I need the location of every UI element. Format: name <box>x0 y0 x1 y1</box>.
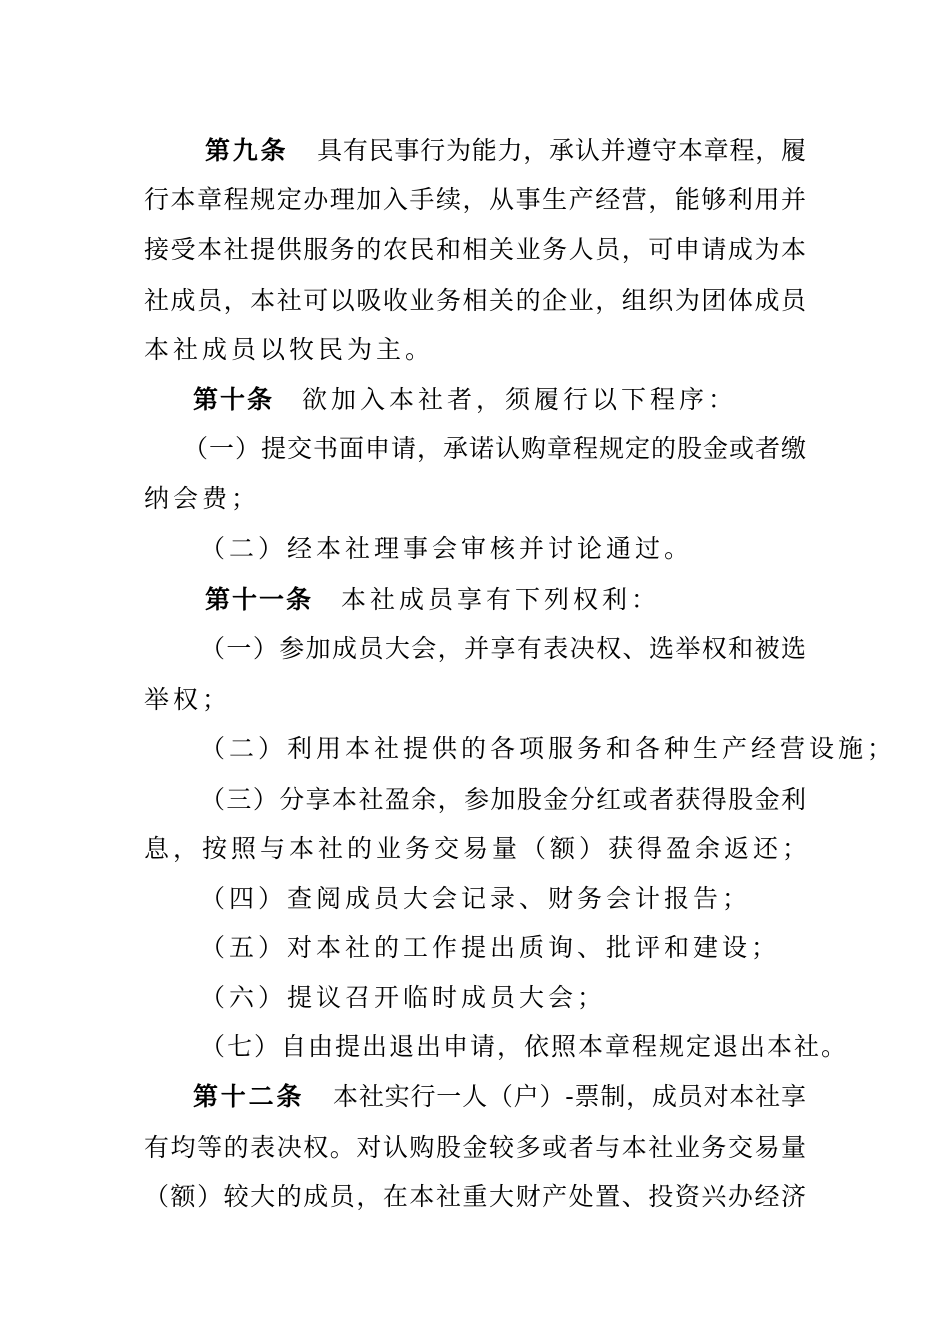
article9-line-1 <box>205 131 806 171</box>
article11-item-7: （七）自由提出退出申请，依照本章程规定退出本社。 <box>200 1032 849 1061</box>
article10-item-1: （一）提交书面申请，承诺认购章程规定的股金或者缴 <box>183 434 806 463</box>
article11-item-4: （四）查阅成员大会记录、财务会计报告； <box>200 884 752 913</box>
article11-item-3-cont: 息，按照与本社的业务交易量（额）获得盈余返还； <box>144 834 812 863</box>
article11-item-6: （六）提议召开临时成员大会； <box>200 983 607 1012</box>
article9-line-5: 本社成员以牧民为主。 <box>144 335 435 364</box>
article9-line-3: 接受本社提供服务的农民和相关业务人员，可申请成为本 <box>144 235 806 264</box>
article11-item-2: （二）利用本社提供的各项服务和各种生产经营设施； <box>200 734 897 763</box>
article12-text-1: 本社实行一人（户）-票制，成员对本社享 <box>332 1082 806 1111</box>
article9-heading: 第九条 <box>205 136 289 165</box>
article12-line-2: 有均等的表决权。对认购股金较多或者与本社业务交易量 <box>144 1133 806 1162</box>
article11-intro: 本社成员享有下列权利： <box>341 585 661 614</box>
article12-line-3: （额）较大的成员，在本社重大财产处置、投资兴办经济 <box>144 1182 806 1211</box>
article12-line-1 <box>193 1077 806 1117</box>
article10-line-1 <box>193 380 737 420</box>
article11-heading: 第十一条 <box>205 585 314 614</box>
article10-heading: 第十条 <box>193 385 275 414</box>
article9-text-1: 具有民事行为能力，承认并遵守本章程，履 <box>316 136 806 165</box>
article9-line-2: 行本章程规定办理加入手续，从事生产经营，能够利用并 <box>144 185 806 214</box>
article12-heading: 第十二条 <box>193 1082 305 1111</box>
article11-item-3: （三）分享本社盈余，参加股金分红或者获得股金利 <box>200 785 806 814</box>
article11-item-1-cont: 举权； <box>144 685 232 714</box>
article10-intro: 欲加入本社者，须履行以下程序： <box>302 385 738 414</box>
article9-line-4: 社成员，本社可以吸收业务相关的企业，组织为团体成员 <box>144 286 806 315</box>
article11-item-5: （五）对本社的工作提出质询、批评和建设； <box>200 933 781 962</box>
article11-line-1 <box>205 580 660 620</box>
article10-item-1-cont: 纳会费； <box>144 484 261 513</box>
article11-item-1: （一）参加成员大会，并享有表决权、选举权和被选 <box>200 634 806 663</box>
article10-item-2: （二）经本社理事会审核并讨论通过。 <box>200 534 694 563</box>
